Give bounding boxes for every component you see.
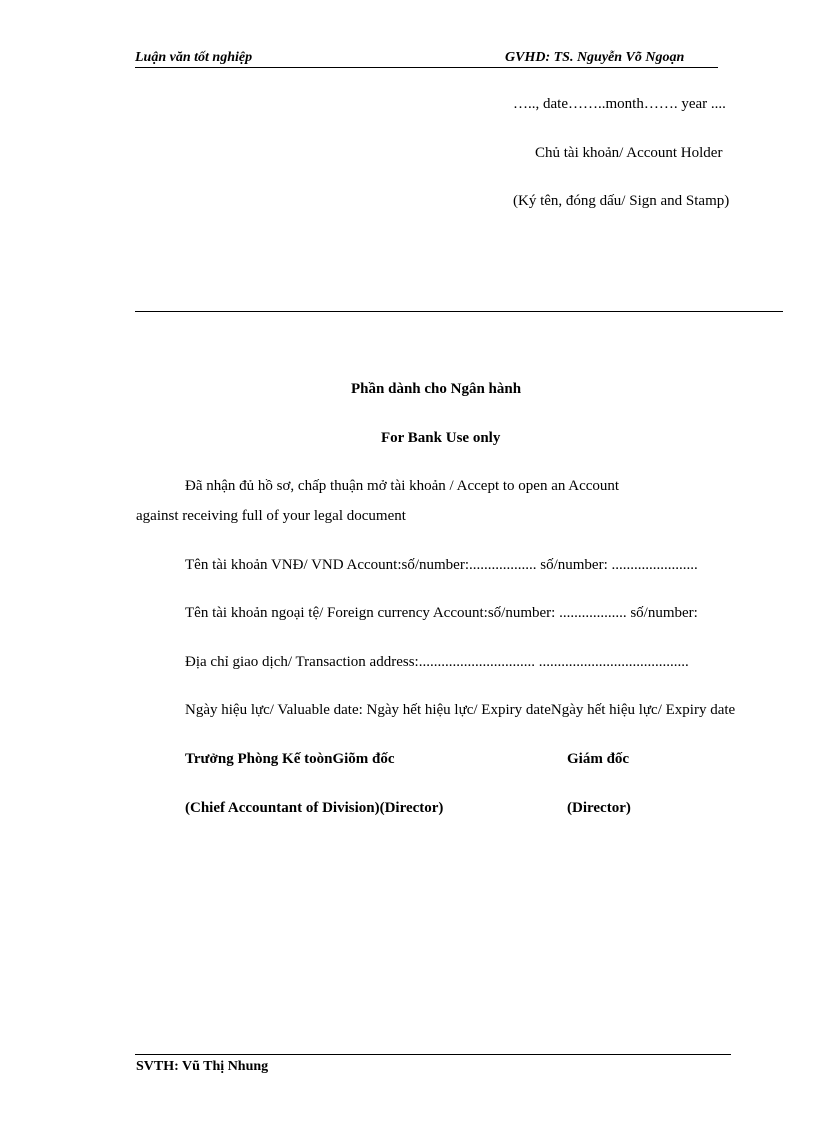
section-divider bbox=[135, 311, 783, 312]
accept-line-1: Đã nhận đủ hồ sơ, chấp thuận mở tài khoản / Accept to open an Account bbox=[185, 478, 620, 494]
header-left: Luận văn tốt nghiệp bbox=[135, 50, 253, 65]
chief-accountant-title: Trưởng Phòng Kế toònGiõm đốc bbox=[185, 751, 395, 767]
bank-section-title-en: For Bank Use only bbox=[381, 430, 501, 446]
director-en: (Director) bbox=[567, 800, 631, 816]
validity-dates-line: Ngày hiệu lực/ Valuable date: Ngày hết hiệu lực/ Expiry dateNgày hết hiệu lực/ Expiry date bbox=[185, 702, 736, 718]
foreign-account-line: Tên tài khoản ngoại tệ/ Foreign currency Account:số/number: .................. số/number: bbox=[185, 605, 698, 621]
date-line: ….., date……..month……. year .... bbox=[513, 96, 726, 112]
chief-accountant-en: (Chief Accountant of Division)(Director) bbox=[185, 800, 444, 816]
accept-line-2: against receiving full of your legal document bbox=[136, 508, 406, 524]
transaction-address-line: Địa chỉ giao dịch/ Transaction address:............................... ........................................ bbox=[185, 654, 689, 670]
account-holder-label: Chủ tài khoản/ Account Holder bbox=[535, 145, 723, 161]
bank-section-title-vn: Phần dành cho Ngân hành bbox=[351, 381, 522, 397]
vnd-account-line: Tên tài khoản VNĐ/ VND Account:số/number:.................. số/number: ....................... bbox=[185, 557, 698, 573]
header-right: GVHD: TS. Nguyễn Võ Ngoạn bbox=[505, 50, 685, 65]
sign-stamp-label: (Ký tên, đóng dấu/ Sign and Stamp) bbox=[513, 193, 730, 209]
header-rule bbox=[135, 67, 718, 68]
footer-rule bbox=[135, 1054, 731, 1055]
footer-student: SVTH: Vũ Thị Nhung bbox=[136, 1059, 269, 1074]
director-title: Giám đốc bbox=[567, 751, 630, 767]
